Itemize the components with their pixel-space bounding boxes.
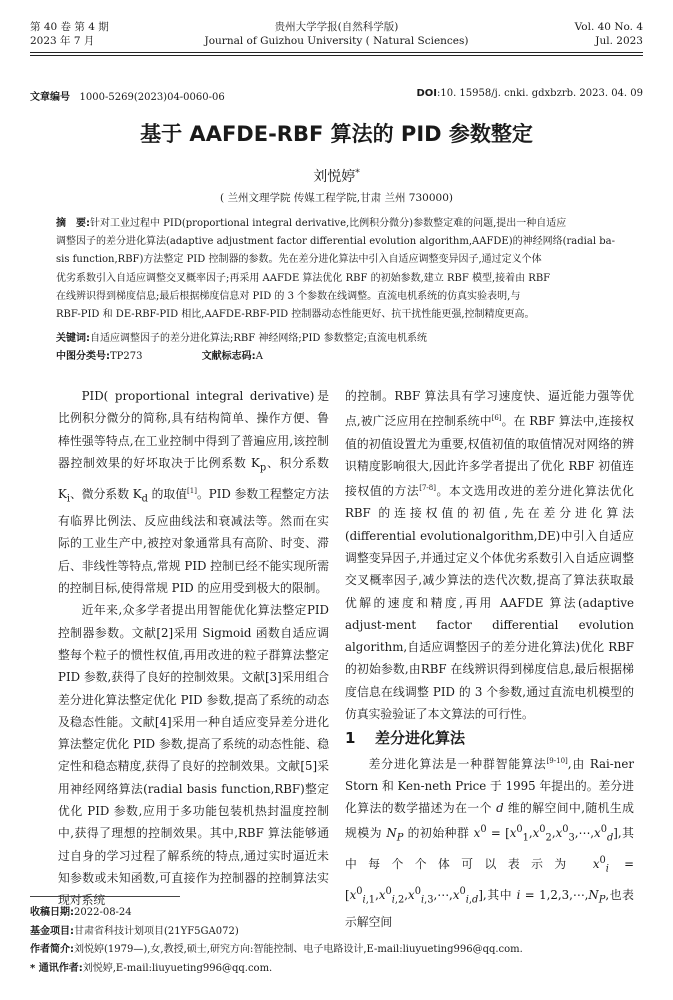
paragraph: 差分进化算法是一种群智能算法[9-10],由 Rai-ner Storn 和 Ken-neth Price 于 1995 年提出的。差分进化算法的数学描述为在一个 d 维的解空间中,随机生成规模为 $N_P$ 的初始种群 $x^0$ = $[x^0_1,x^0_2,x^0_3,\cdots,x^0_d]$,其中每个个体可以表示为 $x^0_i$ = $[x^0_{i,1},x^0_{i,2},x^0_{i,3},\cdots,x^0_{i,d}]$,其中 $i = 1,2,3,\cdots,N_P$,也表示解空间 <box>345 756 634 930</box>
classification <box>56 348 319 366</box>
keywords-text: 自适应调整因子的差分进化算法;RBF 神经网络;PID 参数整定;直流电机系统 <box>90 333 427 344</box>
doc-code-label: 文献标志码: <box>201 351 256 362</box>
paragraph: PID( proportional integral derivative)是比例积分微分的简称,具有结构简单、操作方便、鲁棒性强等特点,在工业控制中得到了普遍应用,该控制器控制效果的好坏取决于比例系数 $K_p$、积分系数 $K_i$、微分系数 $K_d$ 的取值[1]。PID 参数工程整定方法有临界比例法、反应曲线法和衰减法等。然而在实际的工业生产中,被控对象通常具有高阶、时变、滞后、非线性等特点,常规 PID 控制已经不能实现所需的控制目标,使得常规 PID 的应用受到极大的限制。 <box>58 389 329 596</box>
section-title: 差分进化算法 <box>375 729 466 748</box>
abstract-line: 针对工业过程中 PID(proportional integral derivative,比例积分微分)参数整定难的问题,提出一种自适应 <box>90 218 567 229</box>
paragraph: 的控制。RBF 算法具有学习速度快、逼近能力强等优点,被广泛应用在控制系统中[6]。在 RBF 算法中,连接权值的初值设置尤为重要,权值初值的取值情况对网络的辨识精度影响很大,因此许多学者提出了优化 RBF 初值连接权值的方法[7-8]。本文选用改进的差分进化算法优化 RBF 的连接权值的初值,先在差分进化算法(differential evolutionalgorithm,DE)中引入自适应调整变异因子,并通过定义个体优劣系数引入自适应调整交叉概率因子,减少算法的迭代次数,提高了算法获取最优解的速度和精度,再用 AAFDE 算法(adaptive adjust-ment factor differential evolution algorithm,自适应调整因子的差分进化算法)优化 RBF 的初始参数,由RBF 在线辨识得到梯度信息,最后根据梯度信息在线调整 PID 的 3 个参数,通过直流电机模型的仿真实验验证了本文算法的可行性。 <box>345 389 634 721</box>
footnote-rule <box>30 896 180 897</box>
doi-label: DOI <box>416 88 437 99</box>
section-heading <box>345 727 634 749</box>
corresponding-author: * 通讯作者:刘悦婷,E-mail:liuyueting996@qq.com. <box>30 962 273 974</box>
body-right-column <box>345 385 634 933</box>
doi <box>416 88 643 99</box>
volume-issue-en: Vol. 40 No. 4 <box>574 21 643 33</box>
journal-volume-info-en <box>575 20 643 48</box>
paper-title: 基于 AAFDE-RBF 算法的 PID 参数整定 <box>140 122 533 146</box>
journal-name-en: Journal of Guizhou University ( Natural Sciences) <box>204 35 469 47</box>
volume-issue: 第 40 卷 第 4 期 <box>30 21 109 33</box>
article-number-value: 1000-5269(2023)04-0060-06 <box>79 92 225 103</box>
issue-date: 2023 年 7 月 <box>30 35 95 47</box>
clc-value: TP273 <box>110 351 143 362</box>
header-rule <box>30 52 643 53</box>
abstract-label: 摘 要: <box>56 218 90 229</box>
funding: 基金项目:甘肃省科技计划项目(21YF5GA072) <box>30 925 239 937</box>
citation-ref[interactable]: [9-10] <box>546 756 568 765</box>
article-number-label: 文章编号 <box>30 92 70 103</box>
header-rule-thin <box>30 55 643 56</box>
citation-ref[interactable]: [6] <box>491 414 502 423</box>
body-left-column <box>58 385 329 911</box>
abstract-line: 优劣系数引入自适应调整交叉概率因子;再采用 AAFDE 算法优化 RBF 的初始参数,建立 RBF 模型,接着由 RBF <box>56 272 551 284</box>
author-name-text: 刘悦婷 <box>313 169 356 185</box>
author-affiliation: ( 兰州文理学院 传媒工程学院,甘肃 兰州 730000) <box>220 192 453 204</box>
article-number <box>30 88 225 103</box>
abstract-line: 在线辨识得到梯度信息;最后根据梯度信息对 PID 的 3 个参数在线调整。直流电机系统的仿真实验表明,与 <box>56 290 521 302</box>
keywords <box>56 330 617 348</box>
footnotes <box>30 904 640 978</box>
received-date: 收稿日期:2022-08-24 <box>30 907 132 918</box>
author-bio: 作者简介:刘悦婷(1979—),女,教授,硕士,研究方向:智能控制、电子电路设计,E-mail:liuyueting996@qq.com. <box>30 944 523 955</box>
author-name <box>0 166 673 186</box>
issue-date-en: Jul. 2023 <box>595 35 643 47</box>
journal-name <box>0 20 673 48</box>
citation-ref[interactable]: [7-8] <box>419 484 436 493</box>
journal-name-cn: 贵州大学学报(自然科学版) <box>274 21 399 33</box>
corresponding-author-mark: * <box>355 168 360 179</box>
section-number: 1 <box>345 729 356 748</box>
abstract-line: sis function,RBF)方法整定 PID 控制器的参数。先在差分进化算法中引入自适应调整变异因子,通过定义个体 <box>56 254 542 266</box>
paragraph: 近年来,众多学者提出用智能优化算法整定PID 控制器参数。文献[2]采用 Sigmoid 函数自适应调整每个粒子的惯性权值,再用改进的粒子群算法整定 PID 参数,获得了良好的控制效果。文献[3]采用组合差分进化算法整定优化 PID 参数,提高了系统的动态及稳态性能。文献[4]采用一种自适应变异差分进化算法整定优化 PID 参数,提高了系统的动态性能、稳定性和稳态精度,获得了良好的控制效果。文献[5]采用神经网络算法(radial basis function,RBF)整定优化 PID 参数,应用于多功能包装机热封温度控制中,获得了理想的控制效果。其中,RBF 算法能够通过自身的学习过程了解系统的特点,通过实时逼近未知参数或未知函数,可直接作为控制器的控制算法实现对系统 <box>58 603 329 908</box>
clc-label: 中图分类号: <box>56 351 110 362</box>
citation-ref[interactable]: [1] <box>187 486 197 495</box>
abstract-line: 调整因子的差分进化算法(adaptive adjustment factor differential evolution algorithm,AAFDE)的神经网络(radial ba- <box>56 236 615 248</box>
keywords-label: 关键词: <box>56 333 90 344</box>
doc-code-value: A <box>255 351 263 362</box>
abstract-line: RBF-PID 和 DE-RBF-PID 相比,AAFDE-RBF-PID 控制器动态性能更好、抗干扰性能更强,控制精度更高。 <box>56 309 535 321</box>
abstract <box>56 215 617 324</box>
doi-value[interactable]: :10. 15958/j. cnki. gdxbzrb. 2023. 04. 09 <box>436 88 643 99</box>
